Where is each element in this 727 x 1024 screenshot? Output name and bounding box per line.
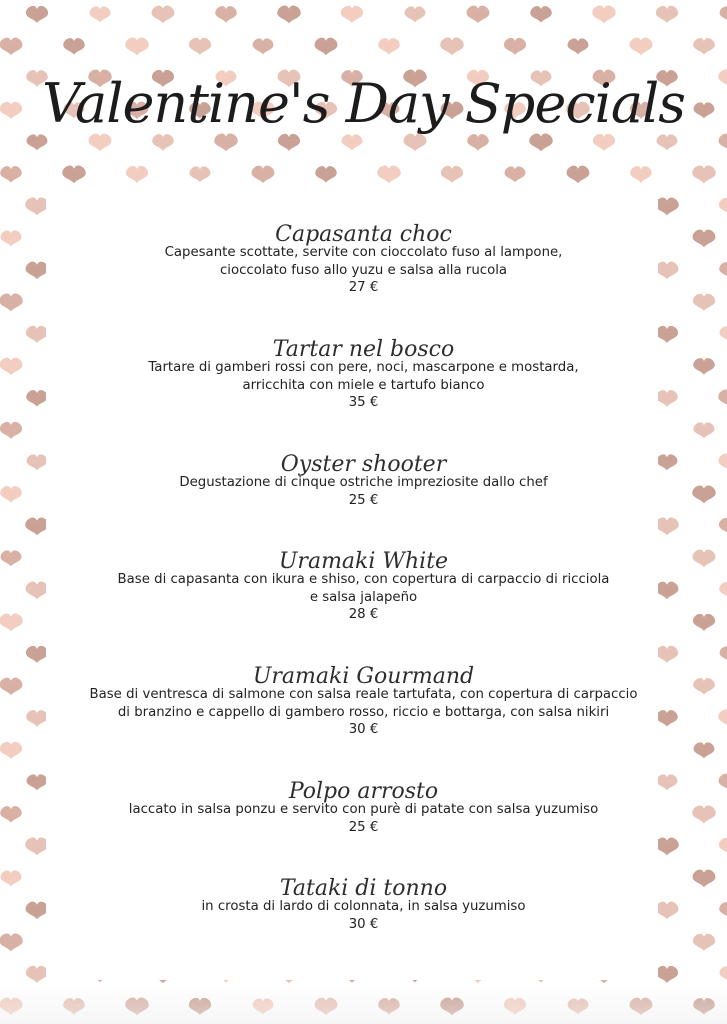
heart-icon xyxy=(693,934,715,951)
heart-icon xyxy=(592,5,616,23)
dish-description: in crosta di lardo di colonnata, in salsa yuzumiso xyxy=(201,899,526,914)
heart-icon xyxy=(89,134,112,152)
heart-icon xyxy=(404,134,427,152)
heart-icon xyxy=(568,38,589,54)
heart-icon xyxy=(27,134,48,150)
heart-icon xyxy=(0,742,22,759)
menu-item xyxy=(0,551,727,624)
heart-icon xyxy=(342,134,363,150)
heart-icon xyxy=(467,6,490,24)
dish-name: Capasanta choc xyxy=(275,222,452,247)
dish-price: 25 € xyxy=(348,819,379,835)
dish-name: Uramaki White xyxy=(278,549,449,574)
heart-icon xyxy=(252,166,275,184)
heart-icon xyxy=(215,6,237,23)
heart-icon xyxy=(657,134,678,150)
dish-description: Capesante scottate, servite con cioccolato fuso al lampone, cioccolato fuso allo yuzu e salsa alla rucola xyxy=(164,245,563,278)
heart-icon xyxy=(125,37,149,55)
heart-icon xyxy=(341,6,363,23)
heart-icon xyxy=(693,38,715,55)
heart-icon xyxy=(190,166,211,182)
heart-icon xyxy=(152,134,174,151)
heart-icon xyxy=(720,966,727,982)
heart-icon xyxy=(26,966,48,983)
heart-icon xyxy=(656,966,678,983)
menu-item xyxy=(0,339,727,412)
dish-name: Oyster shooter xyxy=(280,452,447,477)
dish-price: 27 € xyxy=(348,280,379,295)
heart-icon xyxy=(189,38,211,55)
dish-description: Base di ventresca di salmone con salsa reale tartufata, con copertura di carpaccio di branzino e cappello di gambero rosso, riccio e bottarga, con salsa nikiri xyxy=(89,687,638,720)
heart-icon xyxy=(214,133,238,151)
heart-icon xyxy=(467,134,489,151)
dish-description: Base di capasanta con ikura e shiso, con copertura di carpaccio di ricciola e salsa jalapeño xyxy=(117,572,610,605)
heart-icon xyxy=(719,198,727,215)
page-title: Valentine's Day Specials xyxy=(41,72,686,135)
heart-icon xyxy=(440,37,464,55)
dish-name: Tartar nel bosco xyxy=(272,337,455,362)
heart-icon xyxy=(655,517,679,535)
dish-name: Polpo arrosto xyxy=(288,779,439,804)
heart-icon xyxy=(630,38,653,56)
heart-icon xyxy=(530,6,552,23)
dish-description: Tartare di gamberi rossi con pere, noci, mascarpone e mostarda, arricchita con miele e tartufo bianco xyxy=(148,360,579,393)
heart-icon xyxy=(90,6,111,22)
menu-item xyxy=(0,781,727,836)
dish-description: laccato in salsa ponzu e servito con purè di patate con salsa yuzumiso xyxy=(128,802,599,817)
menu-item xyxy=(0,224,727,297)
heart-icon xyxy=(315,166,337,183)
heart-icon xyxy=(253,38,274,54)
heart-icon xyxy=(405,6,426,22)
heart-icon xyxy=(719,518,727,535)
heart-icon xyxy=(656,646,678,663)
heart-icon xyxy=(26,6,48,23)
heart-icon xyxy=(377,165,401,183)
dish-description: Degustazione di cinque ostriche impreziosite dallo chef xyxy=(179,475,548,490)
heart-icon xyxy=(505,166,526,182)
heart-icon xyxy=(0,38,22,56)
heart-icon xyxy=(694,742,715,758)
heart-icon xyxy=(152,6,175,24)
heart-icon xyxy=(504,38,526,55)
dish-name: Uramaki Gourmand xyxy=(252,664,475,689)
dish-price: 28 € xyxy=(348,607,379,622)
heart-icon xyxy=(692,165,716,183)
dish-price: 25 € xyxy=(348,492,379,508)
dish-name: Tataki di tonno xyxy=(279,876,448,901)
heart-icon xyxy=(529,133,553,151)
dish-price: 30 € xyxy=(348,916,379,932)
heart-icon xyxy=(719,134,727,152)
heart-icon xyxy=(126,166,148,183)
heart-icon xyxy=(62,165,86,183)
dish-price: 30 € xyxy=(348,722,379,737)
bottom-fade xyxy=(0,984,727,1024)
heart-icon xyxy=(720,646,727,662)
menu-item xyxy=(0,878,727,933)
heart-icon xyxy=(593,134,615,151)
heart-icon xyxy=(63,38,85,55)
menu-item xyxy=(0,454,727,509)
heart-icon xyxy=(655,197,679,215)
heart-icon xyxy=(720,6,727,22)
heart-icon xyxy=(0,422,22,439)
heart-icon xyxy=(0,166,22,183)
heart-icon xyxy=(630,166,652,183)
heart-icon xyxy=(567,166,590,184)
heart-icon xyxy=(719,838,727,855)
heart-icon xyxy=(378,38,400,55)
dish-price: 35 € xyxy=(348,395,379,410)
heart-icon xyxy=(694,422,715,438)
heart-icon xyxy=(441,166,463,183)
heart-icon xyxy=(315,38,338,56)
heart-icon xyxy=(277,5,301,23)
menu-item xyxy=(0,666,727,739)
heart-icon xyxy=(278,134,300,151)
heart-icon xyxy=(656,6,678,23)
heart-icon xyxy=(0,933,23,951)
heart-icon xyxy=(26,646,48,663)
heart-icon xyxy=(655,837,679,855)
